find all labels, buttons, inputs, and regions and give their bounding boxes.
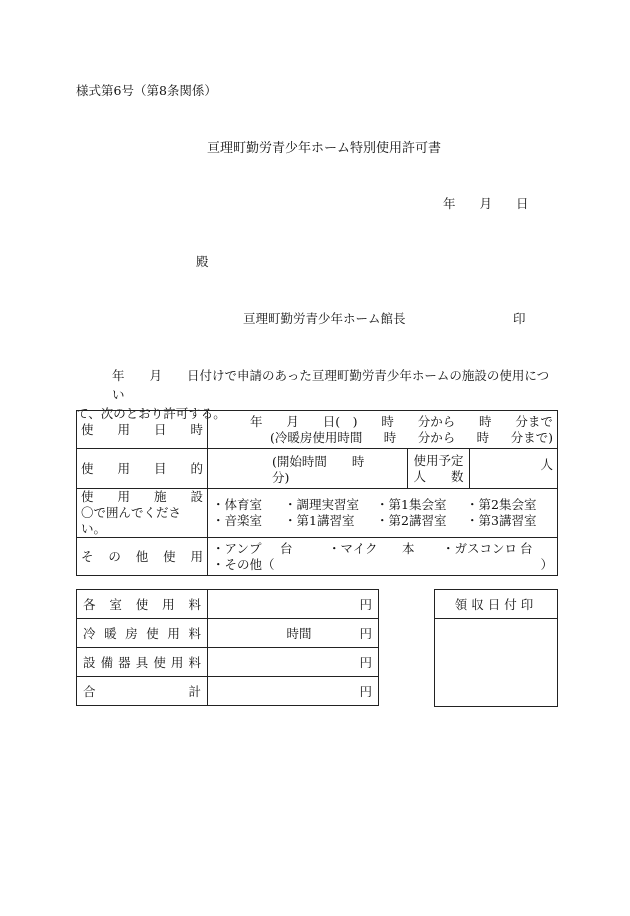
fee-row xyxy=(77,590,379,619)
facility-label-char: 設 xyxy=(190,489,203,504)
fee-value-text xyxy=(214,595,372,613)
fee-label-text xyxy=(83,653,201,671)
year-label: 年 xyxy=(443,196,456,211)
datetime-label-char: 日 xyxy=(153,421,167,437)
datetime-part: 時 xyxy=(381,413,394,429)
ac-time-part: 時 xyxy=(476,429,490,445)
purpose-label-char: 的 xyxy=(190,460,203,476)
fee-hours: 時間 xyxy=(286,626,312,641)
fee-label-char: 室 xyxy=(109,597,122,612)
fee-value xyxy=(208,590,379,619)
fee-value-text xyxy=(214,682,372,700)
fee-row xyxy=(77,677,379,706)
fee-label-char: 用 xyxy=(167,626,180,641)
fee-label xyxy=(77,619,208,648)
day-label: 日 xyxy=(516,196,529,211)
datetime-part: 年 xyxy=(250,413,263,429)
datetime-part: 分まで xyxy=(515,413,553,429)
receipt-stamp-box xyxy=(434,589,558,707)
equipment-part: 台 xyxy=(520,540,533,556)
other-usage-label xyxy=(77,538,208,576)
fee-label-text xyxy=(83,624,201,642)
datetime-label xyxy=(77,411,208,449)
facility-option: ・第3講習室 xyxy=(466,513,537,528)
other-close: ） xyxy=(540,556,553,572)
permit-details-table xyxy=(76,410,558,576)
fee-value xyxy=(208,619,379,648)
fee-unit: 円 xyxy=(359,626,372,641)
facility-option: ・調理実習室 xyxy=(284,497,360,512)
datetime-part: 日( ) xyxy=(322,413,358,429)
fees-table xyxy=(76,589,379,706)
document-title: 亘理町勤労青少年ホーム特別使用許可書 xyxy=(207,141,442,156)
facility-option: ・第2講習室 xyxy=(376,513,447,528)
fee-label-char: 使 xyxy=(135,597,149,612)
issue-date xyxy=(443,198,529,211)
facility-option: ・体育室 xyxy=(212,497,263,512)
datetime-label-char: 使 xyxy=(81,421,94,437)
fee-label-char: 使 xyxy=(153,655,166,670)
facility-label xyxy=(77,489,208,538)
start-time: (開始時間 時 分) xyxy=(208,449,408,489)
body-line-2: て、次のとおり許可する。 xyxy=(76,406,226,421)
fee-label-char: 使 xyxy=(146,626,159,641)
fee-label xyxy=(77,677,208,706)
fee-label-char: 料 xyxy=(188,655,201,670)
expected-attendance-label: 使用予定 人 数 xyxy=(408,449,470,489)
other-label-char: 用 xyxy=(190,548,203,564)
fee-label-text xyxy=(83,595,201,613)
fee-label-char: 用 xyxy=(162,597,175,612)
fee-label-char: 用 xyxy=(170,655,184,670)
purpose-row xyxy=(77,449,558,489)
other-label-char: 他 xyxy=(135,548,149,564)
fee-unit: 円 xyxy=(359,655,372,670)
issuer-name: 亘理町勤労青少年ホーム館長 xyxy=(243,311,406,326)
fee-label-char: 各 xyxy=(83,597,96,612)
fee-row xyxy=(77,648,379,677)
fee-value-text xyxy=(214,624,372,642)
attendance-unit: 人 xyxy=(470,449,558,489)
datetime-row xyxy=(77,411,558,449)
fee-label-char: 冷 xyxy=(83,626,96,641)
facility-option: ・第2集会室 xyxy=(466,497,537,512)
datetime-label-char: 時 xyxy=(190,421,203,437)
facility-label-char: 施 xyxy=(153,489,167,504)
fee-label-char: 器 xyxy=(118,655,131,670)
fee-label xyxy=(77,590,208,619)
other-usage-options xyxy=(208,538,558,576)
datetime-part: 月 xyxy=(286,413,299,429)
facility-label-char: 使 xyxy=(81,489,94,504)
fee-label-char: 計 xyxy=(188,684,201,699)
fee-label-char: 房 xyxy=(125,626,138,641)
other-usage-row xyxy=(77,538,558,576)
fee-label-char: 備 xyxy=(100,655,114,670)
recipient-suffix: 殿 xyxy=(196,254,209,269)
ac-time-part: 分から xyxy=(417,429,456,445)
facility-row xyxy=(77,489,558,538)
fee-label-char: 料 xyxy=(188,626,201,641)
datetime-value xyxy=(208,411,558,449)
equipment-part: 台 xyxy=(280,540,293,556)
other-label: ・その他（ xyxy=(212,556,275,572)
facility-label-char: 用 xyxy=(117,489,130,504)
purpose-label-char: 目 xyxy=(153,460,167,476)
receipt-title: 領収日付印 xyxy=(435,590,557,619)
ac-time-part: 分まで) xyxy=(510,429,553,445)
datetime-part: 時 xyxy=(479,413,492,429)
form-number-label: 様式第6号（第8条関係） xyxy=(76,83,217,98)
ac-time-part: (冷暖房使用時間 xyxy=(270,429,363,445)
fee-unit: 円 xyxy=(359,597,372,612)
other-label-char: の xyxy=(108,548,121,564)
fee-label-char: 設 xyxy=(83,655,96,670)
fee-label-char: 暖 xyxy=(104,626,117,641)
facility-option: ・第1講習室 xyxy=(284,513,355,528)
equipment-part: ・ガスコンロ xyxy=(442,540,518,556)
purpose-label-char: 用 xyxy=(117,460,130,476)
fee-label-char: 具 xyxy=(135,655,149,670)
equipment-part: ・アンプ xyxy=(212,540,262,556)
body-line-1: 年 月 日付けで申請のあった亘理町勤労青少年ホームの施設の使用につい xyxy=(112,368,550,402)
fee-label-char: 料 xyxy=(188,597,201,612)
fee-value xyxy=(208,677,379,706)
facility-option: ・第1集会室 xyxy=(376,497,447,512)
facility-options xyxy=(208,489,558,538)
fee-label-text xyxy=(83,682,201,700)
other-label-char: そ xyxy=(81,548,94,564)
fee-value-text xyxy=(214,653,372,671)
fee-label-char: 合 xyxy=(83,684,96,699)
fee-value xyxy=(208,648,379,677)
datetime-label-char: 用 xyxy=(117,421,130,437)
equipment-part: ・マイク xyxy=(328,540,378,556)
equipment-part: 本 xyxy=(402,540,415,556)
fee-row xyxy=(77,619,379,648)
purpose-label-char: 使 xyxy=(81,460,94,476)
datetime-part: 分から xyxy=(417,413,456,429)
other-label-char: 使 xyxy=(163,548,176,564)
purpose-label xyxy=(77,449,208,489)
fee-unit: 円 xyxy=(359,684,372,699)
seal-mark: 印 xyxy=(513,311,526,326)
ac-time-part: 時 xyxy=(383,429,397,445)
fee-label xyxy=(77,648,208,677)
month-label: 月 xyxy=(479,196,493,211)
facility-option: ・音楽室 xyxy=(212,513,263,528)
facility-instruction: 〇で囲んでください。 xyxy=(81,505,182,536)
